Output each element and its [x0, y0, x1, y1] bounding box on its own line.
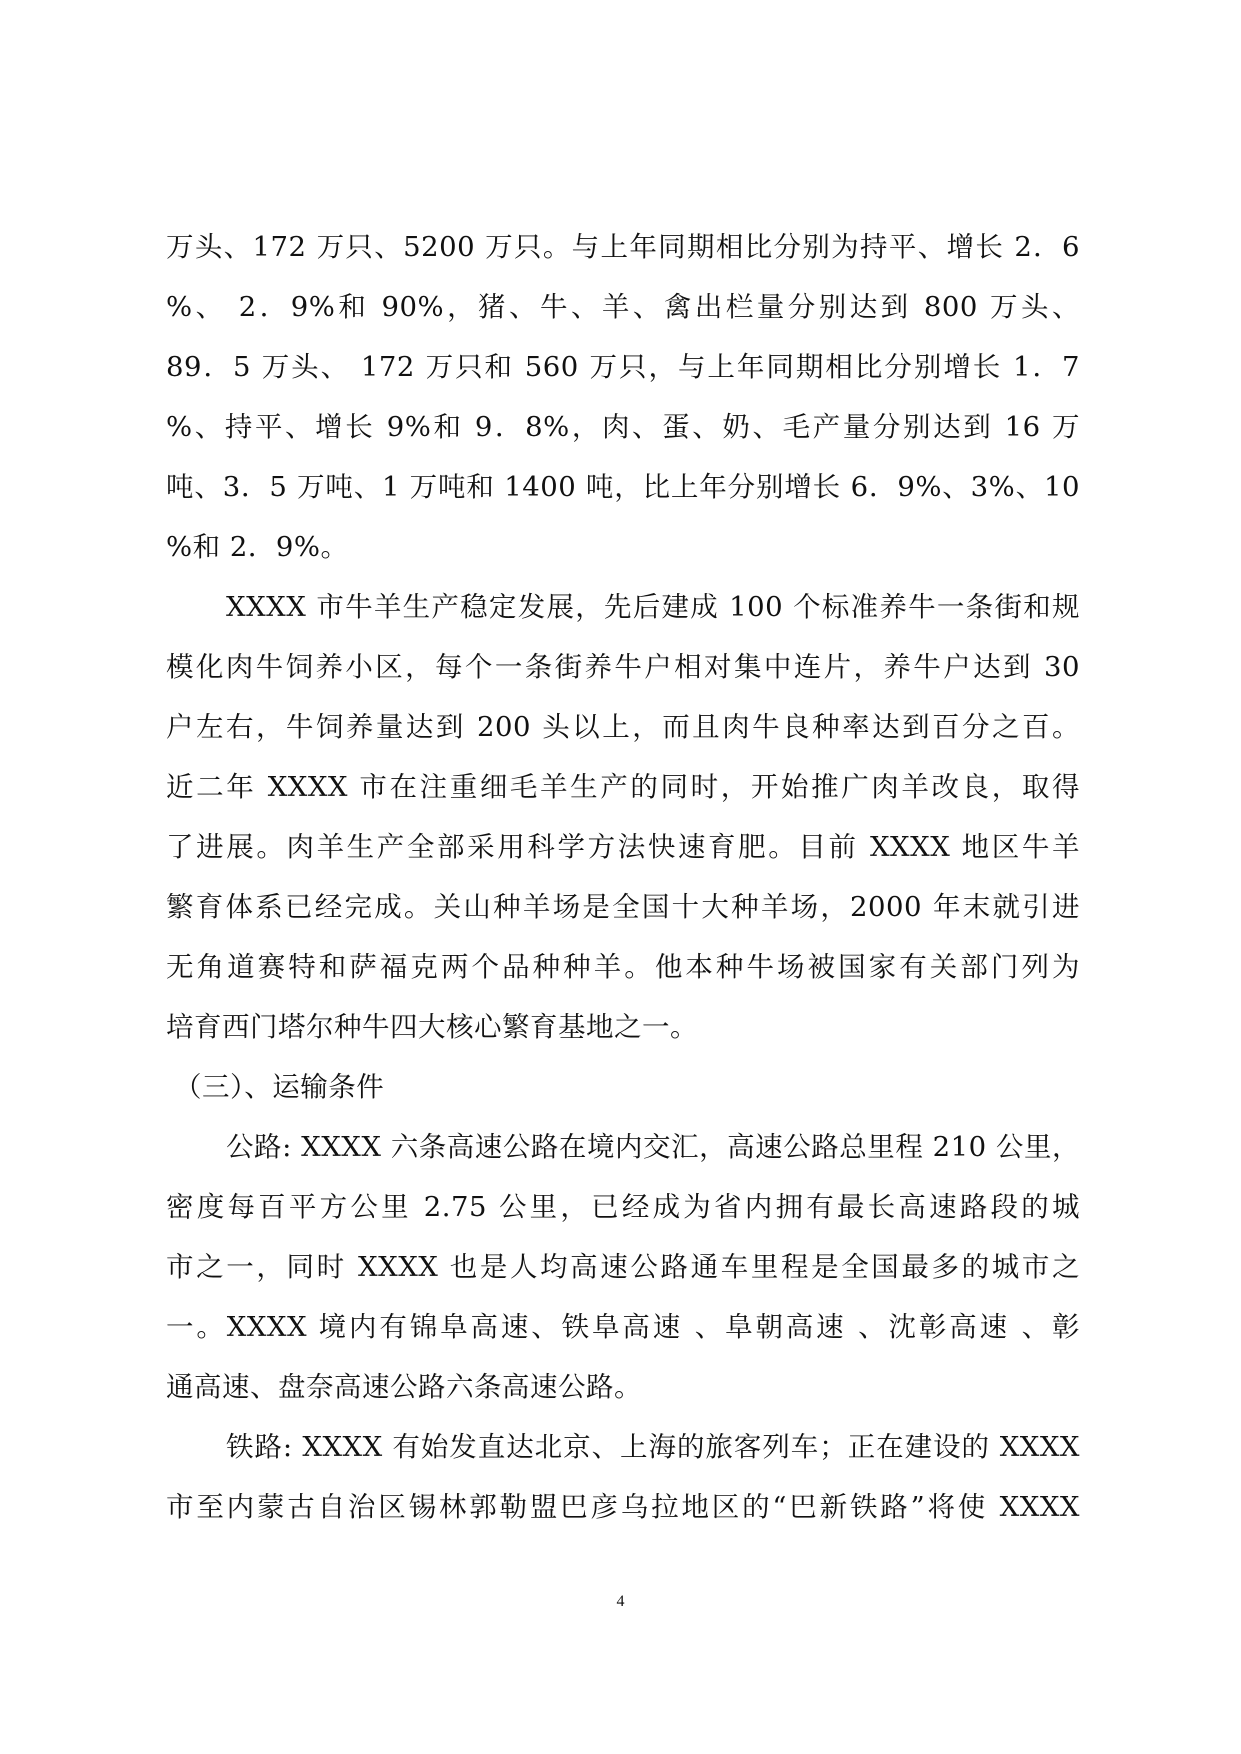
paragraph-first-line: XXXX 市牛羊生产稳定发展，先后建成 100 个标准养牛一条街和规: [226, 591, 1080, 623]
paragraph-first-line: 公路: XXXX 六条高速公路在境内交汇，高速公路总里程 210 公里，: [226, 1131, 1080, 1163]
page-number: 4: [616, 1593, 625, 1610]
text-line: 繁育体系已经完成。关山种羊场是全国十大种羊场，2000 年末就引进: [166, 891, 1080, 923]
text-line: %、 2．9%和 90%，猪、牛、羊、禽出栏量分别达到 800 万头、: [166, 291, 1080, 323]
text-line: 了进展。肉羊生产全部采用科学方法快速育肥。目前 XXXX 地区牛羊: [166, 831, 1080, 863]
text-line: 模化肉牛饲养小区，每个一条街养牛户相对集中连片，养牛户达到 30: [166, 651, 1080, 683]
text-line: 89．5 万头、 172 万只和 560 万只，与上年同期相比分别增长 1．7: [166, 351, 1080, 383]
text-line: 通高速、盘奈高速公路六条高速公路。: [166, 1371, 642, 1403]
text-line: %、持平、增长 9%和 9．8%，肉、蛋、奶、毛产量分别达到 16 万: [166, 411, 1080, 443]
text-line: 吨、3．5 万吨、1 万吨和 1400 吨，比上年分别增长 6．9%、3%、10: [166, 471, 1080, 503]
text-line: 近二年 XXXX 市在注重细毛羊生产的同时，开始推广肉羊改良，取得: [166, 771, 1080, 803]
text-line: %和 2．9%。: [166, 531, 349, 563]
body-text: [166, 226, 1080, 1546]
text-line: 培育西门塔尔种牛四大核心繁育基地之一。: [166, 1011, 698, 1043]
text-line: 密度每百平方公里 2.75 公里，已经成为省内拥有最长高速路段的城: [166, 1191, 1080, 1223]
text-line: 户左右，牛饲养量达到 200 头以上，而且肉牛良种率达到百分之百。: [166, 711, 1080, 743]
text-line: 无角道赛特和萨福克两个品种种羊。他本种牛场被国家有关部门列为: [166, 951, 1080, 983]
text-line: 市至内蒙古自治区锡林郭勒盟巴彦乌拉地区的“巴新铁路”将使 XXXX: [166, 1491, 1080, 1523]
paragraph-first-line: 铁路: XXXX 有始发直达北京、上海的旅客列车；正在建设的 XXXX: [226, 1431, 1080, 1463]
section-heading: （三）、运输条件: [174, 1071, 385, 1103]
text-line: 万头、172 万只、5200 万只。与上年同期相比分别为持平、增长 2．6: [166, 231, 1080, 263]
text-line: 市之一，同时 XXXX 也是人均高速公路通车里程是全国最多的城市之: [166, 1251, 1080, 1283]
text-line: 一。XXXX 境内有锦阜高速、铁阜高速 、阜朝高速 、沈彰高速 、彰: [166, 1311, 1080, 1343]
